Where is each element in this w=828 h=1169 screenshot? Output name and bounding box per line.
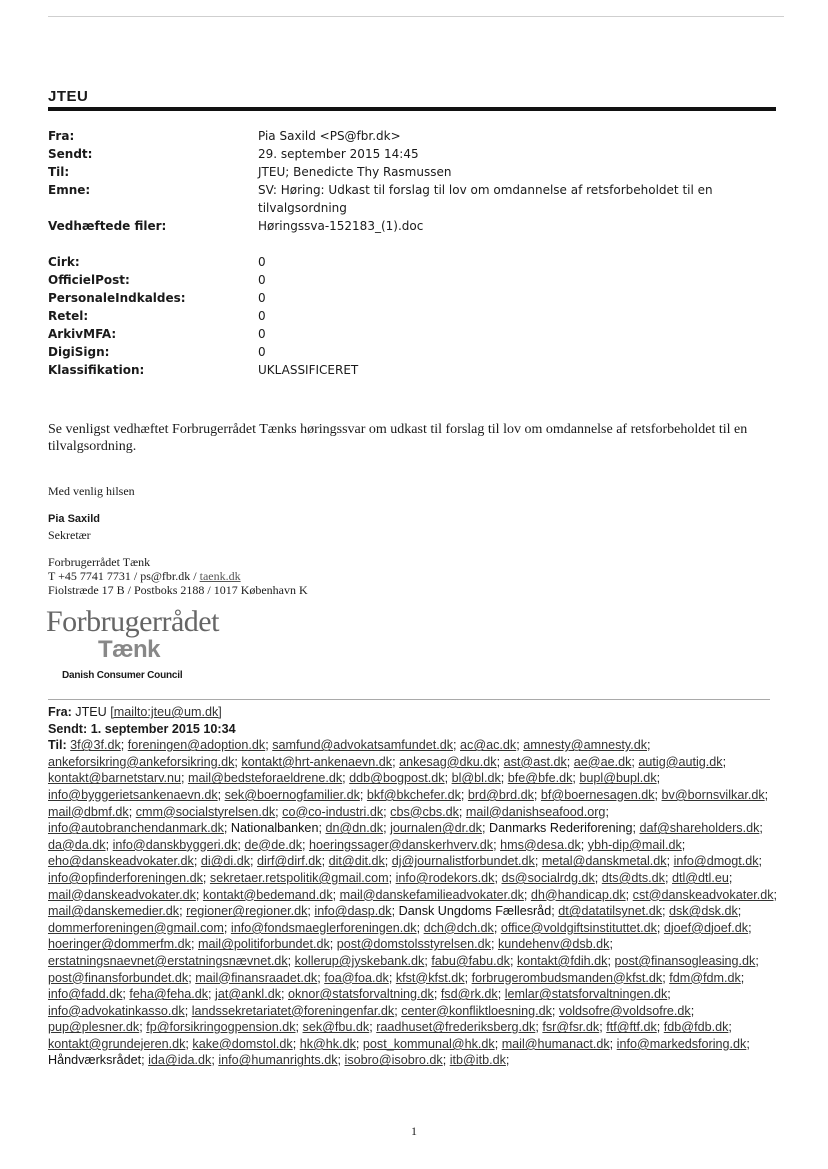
recipient-email-link[interactable]: mail@danskemedier.dk [48, 904, 180, 919]
recipient-email-link[interactable]: dts@dts.dk [601, 870, 665, 885]
fwd-from-mailto-link[interactable]: [mailto:jteu@um.dk] [110, 705, 222, 719]
recipient-email-link[interactable]: metal@danskmetal.dk [541, 854, 667, 869]
fwd-sent-value: 1. september 2015 10:34 [90, 721, 236, 736]
recipient-email-link[interactable]: landssekretariatet@foreningenfar.dk [191, 1003, 395, 1018]
fwd-sent-label: Sendt: [48, 721, 88, 736]
recipient-email-link[interactable]: brd@brd.dk [467, 787, 534, 802]
recipient-email-link[interactable]: sek@fbu.dk [302, 1020, 370, 1035]
recipient-email-link[interactable]: sek@boernogfamilier.dk [224, 787, 360, 802]
recipient-email-link[interactable]: autig@autig.dk [638, 754, 723, 769]
recipient-email-link[interactable]: ida@ida.dk [148, 1053, 212, 1068]
recipient-email-link[interactable]: dch@dch.dk [423, 920, 494, 935]
signature-address: Fiolstræde 17 B / Postboks 2188 / 1017 København K [48, 583, 308, 597]
to-value: JTEU; Benedicte Thy Rasmussen [258, 165, 452, 179]
recipient-email-link[interactable]: info@humanrights.dk [218, 1053, 338, 1068]
recipient-email-link[interactable]: bl@bl.dk [451, 771, 501, 786]
recipient-email-link[interactable]: kfst@kfst.dk [395, 970, 465, 985]
meta-row [48, 271, 768, 289]
recipient-email-link[interactable]: hms@desa.dk [500, 837, 581, 852]
recipient-email-link[interactable]: ankesag@dku.dk [399, 754, 497, 769]
recipient-email-link[interactable]: fp@forsikringogpension.dk [146, 1020, 296, 1035]
recipient-email-link[interactable]: amnesty@amnesty.dk [523, 738, 648, 753]
website-link[interactable]: taenk.dk [199, 569, 241, 583]
recipient-email-link[interactable]: erstatningsnaevnet@erstatningsnævnet.dk [48, 953, 288, 968]
recipient-email-link[interactable]: dtl@dtl.eu [671, 870, 729, 885]
message-header [48, 127, 768, 379]
recipient-email-link[interactable]: kontakt@barnetstarv.nu [48, 771, 181, 786]
meta-label: DigiSign: [48, 345, 110, 359]
attachments-label: Vedhæftede filer: [48, 219, 167, 233]
meta-label: Klassifikation: [48, 363, 145, 377]
meta-value: 0 [258, 273, 266, 287]
subject-label: Emne: [48, 183, 91, 197]
signature-name: Pia Saxild [48, 513, 100, 525]
forward-separator [48, 699, 770, 700]
recipient-email-link[interactable]: office@voldgiftsinstituttet.dk [500, 920, 657, 935]
recipient-email-link[interactable]: ast@ast.dk [503, 754, 567, 769]
meta-row [48, 307, 768, 325]
header-subject-row [48, 181, 768, 217]
recipient-list: 3f@3f.dk; foreningen@adoption.dk; samfund@advokatsamfundet.dk; ac@ac.dk; amnesty@amnesty.dk; ankeforsikring@ankeforsikring.dk; kontakt@hrt-ankenaevn.dk; ankesag@dku.dk; ast@ast.dk; ae@ae.dk; autig@autig.dk; kontakt@barnetstarv.nu; mail@bedsteforaeldrene.dk; ddb@bogpost.dk; bl@bl.dk; bfe@bfe.dk; bupl@bupl.dk; info@byggerietsankenaevn.dk; sek@boernogfamilier.dk; bkf@bkchefer.dk; brd@brd.dk; bf@boernesagen.dk; bv@bornsvilkar.dk; mail@dbmf.dk; cmm@socialstyrelsen.dk; co@co-industri.dk; cbs@cbs.dk; mail@danishseafood.org; info@autobranchendanmark.dk; Nationalbanken; dn@dn.dk; journalen@dr.dk; Danmarks Rederiforening; daf@shareholders.dk; da@da.dk; info@danskbyggeri.dk; de@de.dk; hoeringssager@danskerhverv.dk; hms@desa.dk; ybh-dip@mail.dk; eho@danskeadvokater.dk; di@di.dk; dirf@dirf.dk; dit@dit.dk; dj@journalistforbundet.dk; metal@danskmetal.dk; info@dmogt.dk; info@opfinderforeningen.dk; sekretaer.retspolitik@gmail.com; info@rodekors.dk; ds@socialrdg.dk; dts@dts.dk; dtl@dtl.eu; mail@danskeadvokater.dk; kontakt@bedemand.dk; mail@danskefamilieadvokater.dk; dh@handicap.dk; cst@danskeadvokater.dk; mail@danskemedier.dk; regioner@regioner.dk; info@dasp.dk; Dansk Ungdoms Fællesråd; dt@datatilsynet.dk; dsk@dsk.dk; dommerforeningen@gmail.com; info@fondsmaeglerforeningen.dk; dch@dch.dk; office@voldgiftsinstituttet.dk; djoef@djoef.dk; hoeringer@dommerfm.dk; mail@politiforbundet.dk; post@domstolsstyrelsen.dk; kundehenv@dsb.dk; erstatningsnaevnet@erstatningsnævnet.dk; kollerup@jyskebank.dk; fabu@fabu.dk; kontakt@fdih.dk; post@finansogleasing.dk; post@finansforbundet.dk; mail@finansraadet.dk; foa@foa.dk; kfst@kfst.dk; forbrugerombudsmanden@kfst.dk; fdm@fdm.dk; info@fadd.dk; feha@feha.dk; jat@ankl.dk; oknor@statsforvaltning.dk; fsd@rk.dk; lemlar@statsforvaltningen.dk; info@advokatinkasso.dk; landssekretariatet@foreningenfar.dk; center@konfliktloesning.dk; voldsofre@voldsofre.dk; pup@plesner.dk; fp@forsikringogpension.dk; sek@fbu.dk; raadhuset@frederiksberg.dk; fsr@fsr.dk; ftf@ftf.dk; fdb@fdb.dk; kontakt@grundejeren.dk; kake@domstol.dk; hk@hk.dk; post_kommunal@hk.dk; mail@humanact.dk; info@markedsforing.dk; Håndværksrådet; ida@ida.dk; info@humanrights.dk; isobro@isobro.dk; itb@itb.dk; [48, 738, 778, 1068]
recipient-email-link[interactable]: kontakt@fdih.dk [516, 953, 608, 968]
header-from-row [48, 127, 768, 145]
recipient-email-link[interactable]: hk@hk.dk [299, 1036, 356, 1051]
recipient-email-link[interactable]: bfe@bfe.dk [507, 771, 573, 786]
recipient-email-link[interactable]: mail@dbmf.dk [48, 804, 129, 819]
forwarded-sent-line [48, 721, 780, 738]
meta-row [48, 325, 768, 343]
recipient-email-link[interactable]: bf@boernesagen.dk [540, 787, 655, 802]
recipient-email-link[interactable]: fabu@fabu.dk [431, 953, 510, 968]
logo-wordmark: Forbrugerrådet [46, 605, 219, 638]
recipient-email-link[interactable]: co@co-industri.dk [282, 804, 384, 819]
recipient-email-link[interactable]: dt@datatilsynet.dk [558, 904, 662, 919]
recipient-email-link[interactable]: samfund@advokatsamfundet.dk [272, 738, 454, 753]
from-value: Pia Saxild <PS@fbr.dk> [258, 129, 401, 143]
recipient-email-link[interactable]: raadhuset@frederiksberg.dk [376, 1020, 536, 1035]
forwarded-from-line [48, 704, 780, 721]
recipient-email-link[interactable]: mail@finansraadet.dk [195, 970, 318, 985]
logo-tagline: Danish Consumer Council [62, 670, 183, 681]
recipient-name: Håndværksrådet [48, 1053, 142, 1068]
signature-org: Forbrugerrådet Tænk [48, 555, 151, 569]
recipient-email-link[interactable]: mail@politiforbundet.dk [197, 937, 330, 952]
forwarded-to-line [48, 737, 780, 1069]
recipient-email-link[interactable]: djoef@djoef.dk [663, 920, 749, 935]
recipient-email-link[interactable]: info@dasp.dk [314, 904, 392, 919]
recipient-email-link[interactable]: 3f@3f.dk [70, 738, 121, 753]
recipient-email-link[interactable]: ddb@bogpost.dk [349, 771, 445, 786]
signature-title: Sekretær [48, 528, 91, 542]
recipient-email-link[interactable]: mail@bedsteforaeldrene.dk [187, 771, 343, 786]
recipient-email-link[interactable]: info@fondsmaeglerforeningen.dk [230, 920, 417, 935]
meta-row [48, 253, 768, 271]
recipient-email-link[interactable]: info@advokatinkasso.dk [48, 1003, 185, 1018]
recipient-email-link[interactable]: info@rodekors.dk [395, 870, 495, 885]
recipient-email-link[interactable]: cmm@socialstyrelsen.dk [135, 804, 276, 819]
recipient-email-link[interactable]: hoeringer@dommerfm.dk [48, 937, 191, 952]
recipient-email-link[interactable]: info@autobranchendanmark.dk [48, 821, 224, 836]
page-number: 1 [411, 1124, 417, 1138]
from-label: Fra: [48, 129, 75, 143]
recipient-email-link[interactable]: oknor@statsforvaltning.dk [288, 987, 434, 1002]
signature-contact [48, 555, 308, 597]
meta-label: ArkivMFA: [48, 327, 117, 341]
meta-value: 0 [258, 309, 266, 323]
recipient-email-link[interactable]: fsr@fsr.dk [542, 1020, 600, 1035]
meta-value: 0 [258, 255, 266, 269]
recipient-email-link[interactable]: mail@humanact.dk [501, 1036, 610, 1051]
recipient-email-link[interactable]: ds@socialrdg.dk [501, 870, 595, 885]
recipient-email-link[interactable]: daf@shareholders.dk [639, 821, 760, 836]
recipient-email-link[interactable]: info@fadd.dk [48, 987, 123, 1002]
recipient-email-link[interactable]: mail@danishseafood.org [465, 804, 606, 819]
meta-value: 0 [258, 345, 266, 359]
recipient-email-link[interactable]: journalen@dr.dk [390, 821, 482, 836]
recipient-email-link[interactable]: mail@danskefamilieadvokater.dk [339, 887, 524, 902]
fwd-from-label: Fra: [48, 705, 72, 719]
recipient-email-link[interactable]: kontakt@grundejeren.dk [48, 1036, 186, 1051]
meta-row [48, 361, 768, 379]
recipient-email-link[interactable]: kake@domstol.dk [192, 1036, 293, 1051]
header-to-row [48, 163, 768, 181]
recipient-email-link[interactable]: dirf@dirf.dk [257, 854, 322, 869]
recipient-email-link[interactable]: da@da.dk [48, 837, 106, 852]
attachment-file[interactable]: Høringssva-152183_(1).doc [258, 219, 424, 233]
recipient-email-link[interactable]: foreningen@adoption.dk [127, 738, 266, 753]
recipient-email-link[interactable]: dsk@dsk.dk [669, 904, 738, 919]
recipient-email-link[interactable]: kontakt@bedemand.dk [202, 887, 333, 902]
recipient-email-link[interactable]: ybh-dip@mail.dk [587, 837, 682, 852]
recipient-name: Nationalbanken [230, 821, 319, 836]
meta-label: Retel: [48, 309, 89, 323]
recipient-email-link[interactable]: dit@dit.dk [328, 854, 385, 869]
fwd-from-name: JTEU [75, 705, 107, 719]
recipient-email-link[interactable]: di@di.dk [200, 854, 251, 869]
recipient-email-link[interactable]: eho@danskeadvokater.dk [48, 854, 194, 869]
recipient-email-link[interactable]: fdm@fdm.dk [669, 970, 741, 985]
recipient-email-link[interactable]: kundehenv@dsb.dk [497, 937, 610, 952]
recipient-email-link[interactable]: bupl@bupl.dk [579, 771, 657, 786]
meta-value: 0 [258, 291, 266, 305]
meta-label: Cirk: [48, 255, 80, 269]
signature-phone-line [48, 569, 308, 583]
recipient-email-link[interactable]: fsd@rk.dk [440, 987, 498, 1002]
recipient-email-link[interactable]: cbs@cbs.dk [390, 804, 459, 819]
recipient-email-link[interactable]: jat@ankl.dk [215, 987, 282, 1002]
meta-label: PersonaleIndkaldes: [48, 291, 186, 305]
recipient-email-link[interactable]: post@domstolsstyrelsen.dk [336, 937, 491, 952]
classification-value: UKLASSIFICERET [258, 363, 359, 377]
signature-phone-email: T +45 7741 7731 / ps@fbr.dk / [48, 569, 200, 583]
recipient-email-link[interactable]: dh@handicap.dk [530, 887, 626, 902]
header-rule [48, 107, 776, 111]
recipient-email-link[interactable]: kollerup@jyskebank.dk [294, 953, 425, 968]
subject-value: SV: Høring: Udkast til forslag til lov om omdannelse af retsforbeholdet til en tilvalgsordning [258, 183, 713, 215]
recipient-email-link[interactable]: kontakt@hrt-ankenaevn.dk [241, 754, 393, 769]
meta-label: OfficielPost: [48, 273, 130, 287]
recipient-email-link[interactable]: foa@foa.dk [324, 970, 389, 985]
recipient-email-link[interactable]: itb@itb.dk [449, 1053, 506, 1068]
message-body: Se venligst vedhæftet Forbrugerrådet Tænks høringssvar om udkast til forslag til lov om omdannelse af retsforbeholdet til en tilvalgsordning. [48, 422, 748, 454]
meta-row [48, 289, 768, 307]
recipient-email-link[interactable]: sekretaer.retspolitik@gmail.com [209, 870, 389, 885]
recipient-email-link[interactable]: info@dmogt.dk [673, 854, 759, 869]
recipient-email-link[interactable]: ac@ac.dk [460, 738, 517, 753]
recipient-email-link[interactable]: forbrugerombudsmanden@kfst.dk [471, 970, 663, 985]
sent-label: Sendt: [48, 147, 93, 161]
recipient-email-link[interactable]: info@markedsforing.dk [616, 1036, 747, 1051]
recipient-email-link[interactable]: dj@journalistforbundet.dk [391, 854, 535, 869]
logo-taenk: Tænk [98, 636, 161, 663]
signature-greeting: Med venlig hilsen [48, 484, 135, 498]
recipient-email-link[interactable]: post@finansforbundet.dk [48, 970, 189, 985]
recipient-email-link[interactable]: info@byggerietsankenaevn.dk [48, 787, 218, 802]
meta-value: 0 [258, 327, 266, 341]
recipient-email-link[interactable]: info@opfinderforeningen.dk [48, 870, 203, 885]
recipient-email-link[interactable]: bv@bornsvilkar.dk [661, 787, 765, 802]
recipient-email-link[interactable]: post@finansogleasing.dk [614, 953, 756, 968]
recipient-email-link[interactable]: feha@feha.dk [129, 987, 209, 1002]
header-sent-row [48, 145, 768, 163]
recipient-email-link[interactable]: de@de.dk [244, 837, 303, 852]
recipient-name: Dansk Ungdoms Fællesråd [398, 904, 552, 919]
recipient-email-link[interactable]: fdb@fdb.dk [663, 1020, 729, 1035]
forwarded-message [48, 704, 780, 1069]
recipient-email-link[interactable]: lemlar@statsforvaltningen.dk [504, 987, 668, 1002]
recipient-email-link[interactable]: info@danskbyggeri.dk [112, 837, 238, 852]
recipient-email-link[interactable]: post_kommunal@hk.dk [362, 1036, 495, 1051]
recipient-email-link[interactable]: voldsofre@voldsofre.dk [558, 1003, 691, 1018]
to-label: Til: [48, 165, 70, 179]
fwd-to-label: Til: [48, 738, 67, 753]
recipient-email-link[interactable]: center@konfliktloesning.dk [401, 1003, 552, 1018]
top-border-line [48, 16, 784, 17]
recipient-email-link[interactable]: hoeringssager@danskerhverv.dk [309, 837, 494, 852]
recipient-email-link[interactable]: regioner@regioner.dk [186, 904, 308, 919]
recipient-email-link[interactable]: pup@plesner.dk [48, 1020, 140, 1035]
recipient-email-link[interactable]: cst@danskeadvokater.dk [632, 887, 774, 902]
mailbox-owner: JTEU [48, 88, 89, 105]
recipient-email-link[interactable]: isobro@isobro.dk [344, 1053, 443, 1068]
meta-row [48, 343, 768, 361]
sent-value: 29. september 2015 14:45 [258, 147, 419, 161]
recipient-email-link[interactable]: mail@danskeadvokater.dk [48, 887, 196, 902]
recipient-email-link[interactable]: ankeforsikring@ankeforsikring.dk [48, 754, 235, 769]
recipient-email-link[interactable]: dommerforeningen@gmail.com [48, 920, 224, 935]
recipient-email-link[interactable]: dn@dn.dk [325, 821, 384, 836]
recipient-name: Danmarks Rederiforening [488, 821, 633, 836]
recipient-email-link[interactable]: ftf@ftf.dk [606, 1020, 657, 1035]
header-attachments-row [48, 217, 768, 235]
recipient-email-link[interactable]: ae@ae.dk [573, 754, 632, 769]
recipient-email-link[interactable]: bkf@bkchefer.dk [366, 787, 461, 802]
